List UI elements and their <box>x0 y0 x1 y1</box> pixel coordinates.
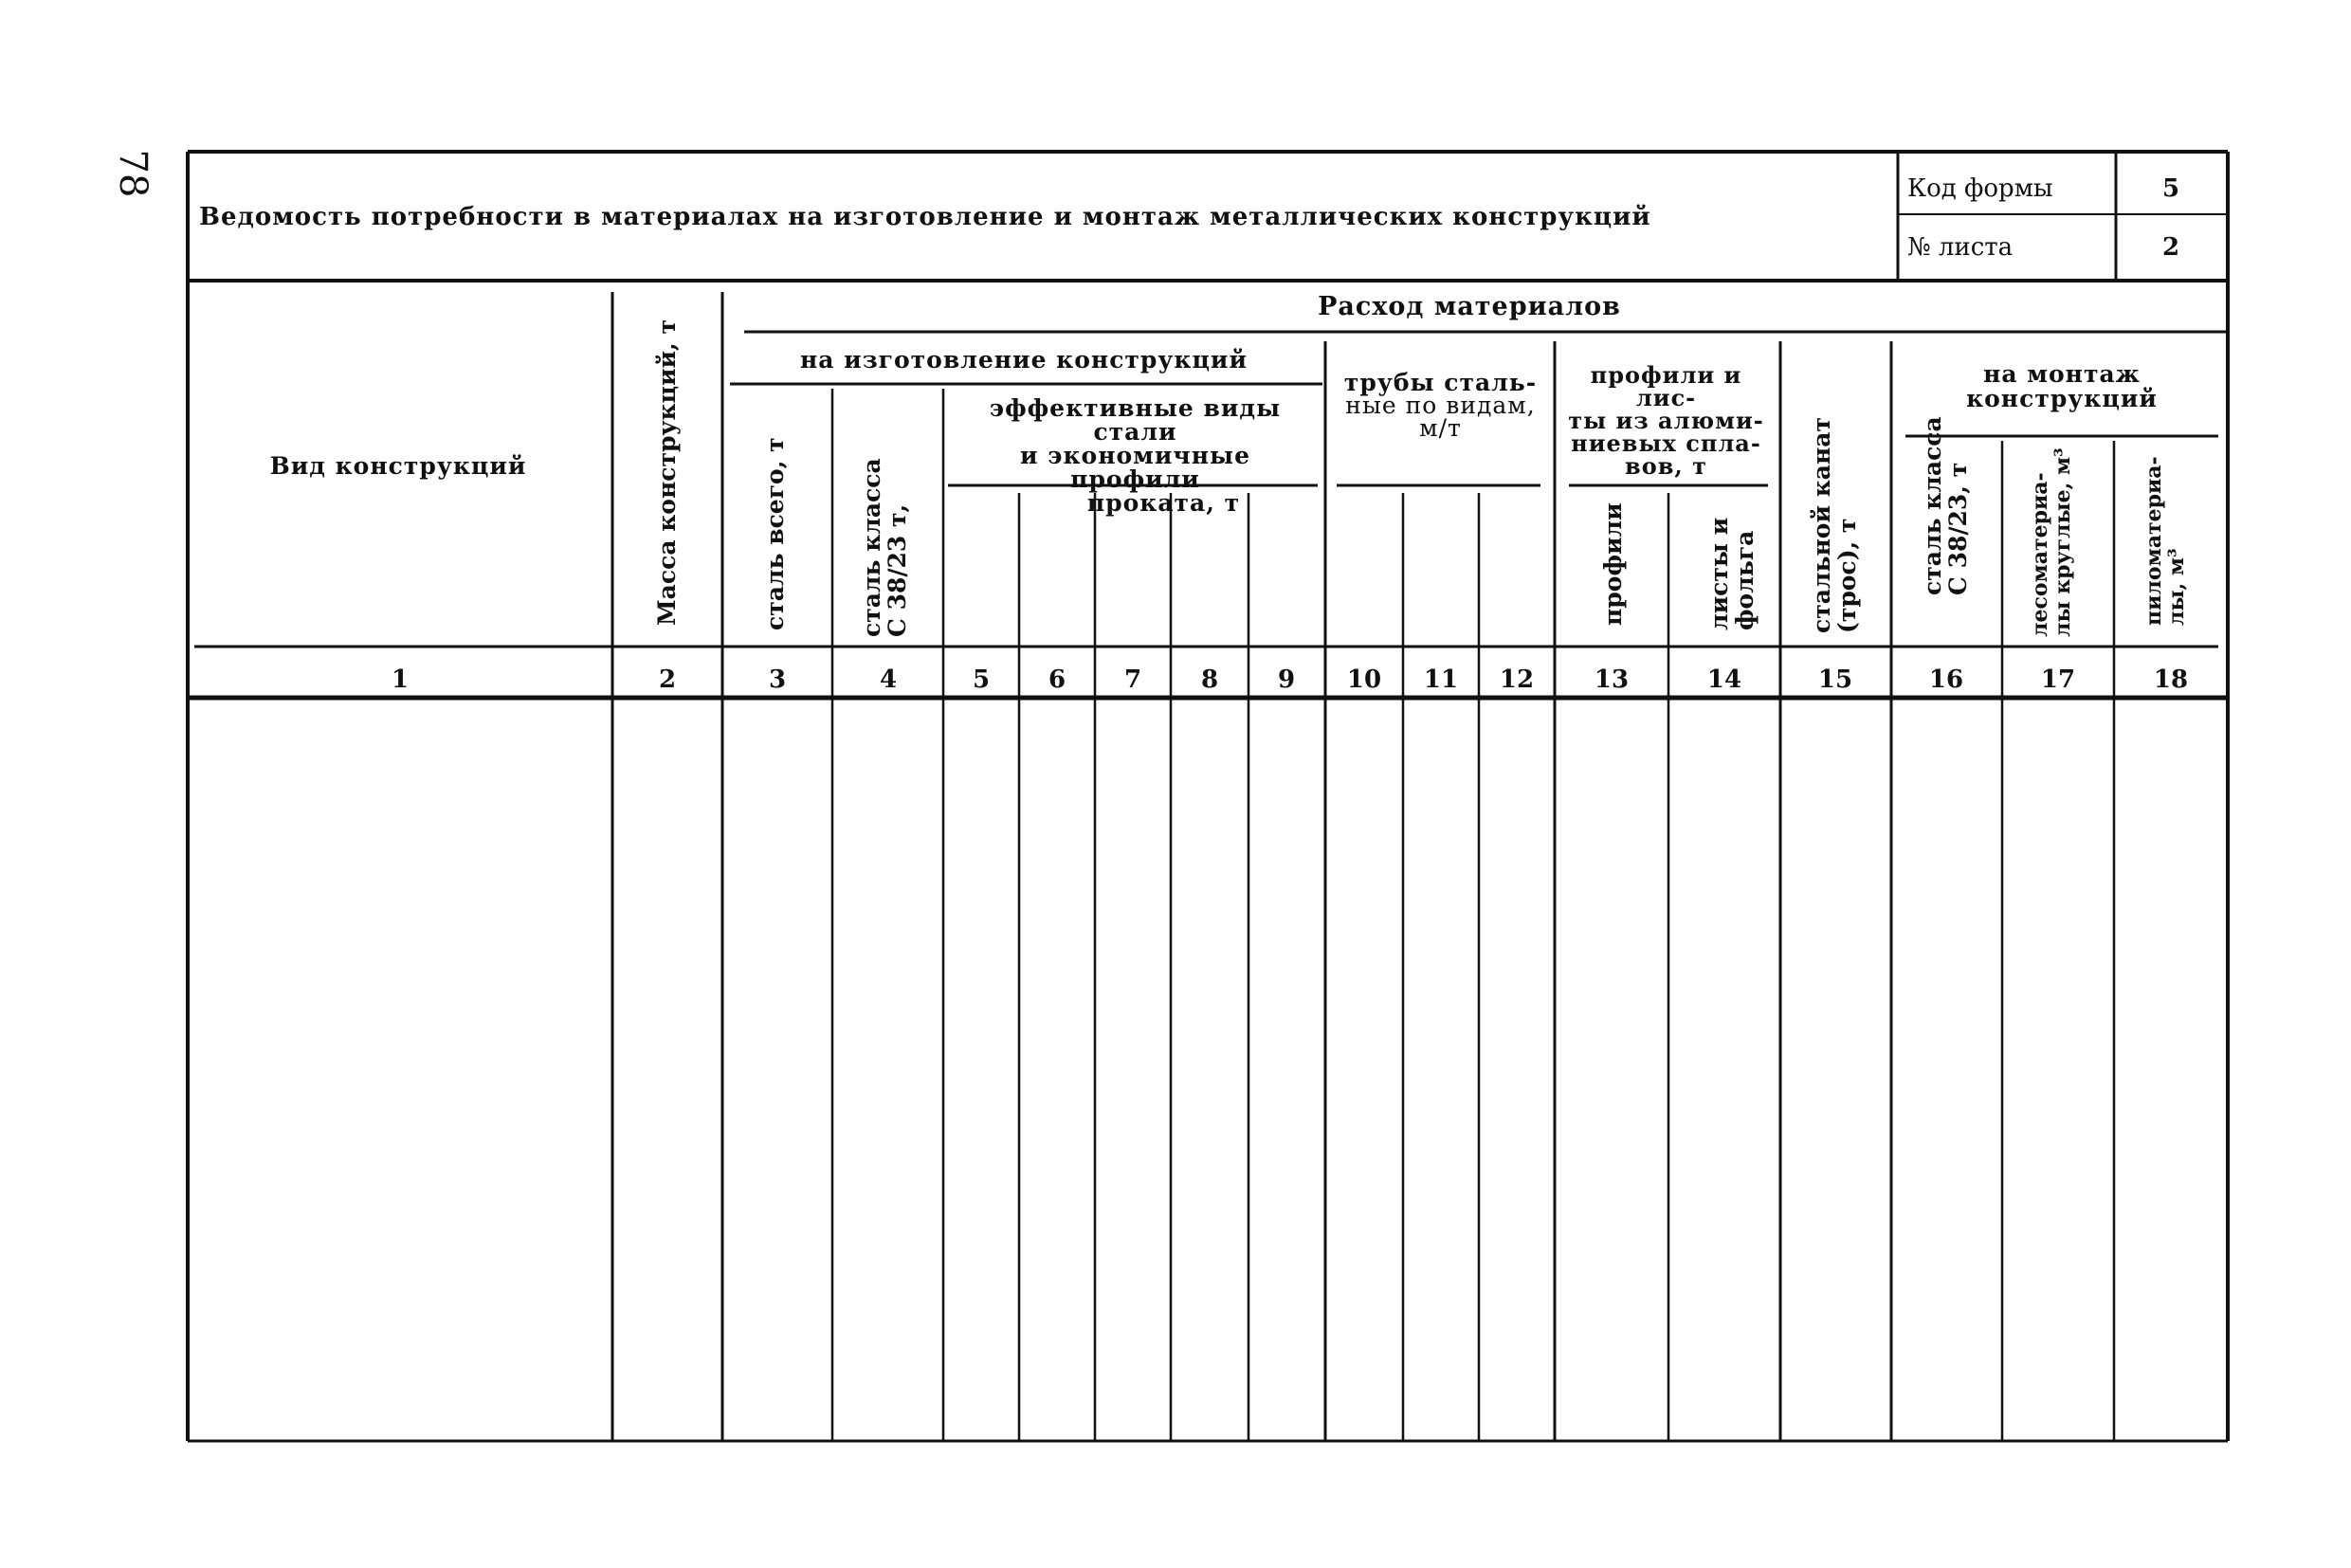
column-number: 9 <box>1277 665 1296 694</box>
column-number: 2 <box>658 665 677 694</box>
column-number: 17 <box>2040 665 2076 694</box>
page-number: 78 <box>111 149 155 198</box>
column-number: 1 <box>391 665 410 694</box>
header-steel-rope: стальной канат (трос), т <box>1808 417 1861 633</box>
form-title: Ведомость потребности в материалах на изготовление и монтаж металлических конструкций <box>199 203 1651 231</box>
header-sawn-timber: пиломатериа- лы, м³ <box>2141 456 2189 626</box>
form-code-label: Код формы <box>1907 174 2053 203</box>
sheet-number-label: № листа <box>1907 233 2014 262</box>
column-number: 5 <box>972 665 991 694</box>
column-number: 16 <box>1928 665 1964 694</box>
header-manufacturing: на изготовление конструкций <box>799 346 1248 374</box>
header-steel-pipes: трубы сталь- ные по видам, м/т <box>1343 369 1538 442</box>
column-number: 11 <box>1423 665 1459 694</box>
header-aluminium: профили и лис- ты из алюми- ниевых спла- вов, т <box>1568 361 1764 480</box>
column-number: 14 <box>1706 665 1742 694</box>
form-code-value: 5 <box>2161 174 2180 203</box>
header-steel-class: сталь класса С 38/23 т, <box>858 458 911 637</box>
header-round-timber: лесоматериа- лы круглые, м³ <box>2028 447 2075 637</box>
header-construction-type: Вид конструкций <box>269 452 527 480</box>
header-steel-total: сталь всего, т <box>761 437 789 630</box>
column-number: 15 <box>1817 665 1853 694</box>
header-mount-steel-class: сталь класса С 38/23, т <box>1919 416 1972 595</box>
header-mounting: на монтаж конструкций <box>1966 360 2158 412</box>
column-number: 10 <box>1346 665 1382 694</box>
header-sheets-foil: листы и фольга <box>1705 517 1759 630</box>
column-number: 6 <box>1048 665 1066 694</box>
column-number: 13 <box>1594 665 1630 694</box>
header-construction-mass: Масса конструкций, т <box>653 319 681 626</box>
column-number: 18 <box>2153 665 2189 694</box>
column-number: 12 <box>1499 665 1535 694</box>
sheet-number-value: 2 <box>2161 233 2180 262</box>
header-materials-consumption: Расход материалов <box>1318 292 1621 321</box>
header-profiles: профили <box>1599 502 1627 626</box>
column-number: 7 <box>1123 665 1142 694</box>
column-number: 4 <box>879 665 898 694</box>
column-number: 3 <box>768 665 787 694</box>
column-number: 8 <box>1200 665 1219 694</box>
header-effective-steel: эффективные виды стали и экономичные профили проката, т <box>989 394 1282 517</box>
